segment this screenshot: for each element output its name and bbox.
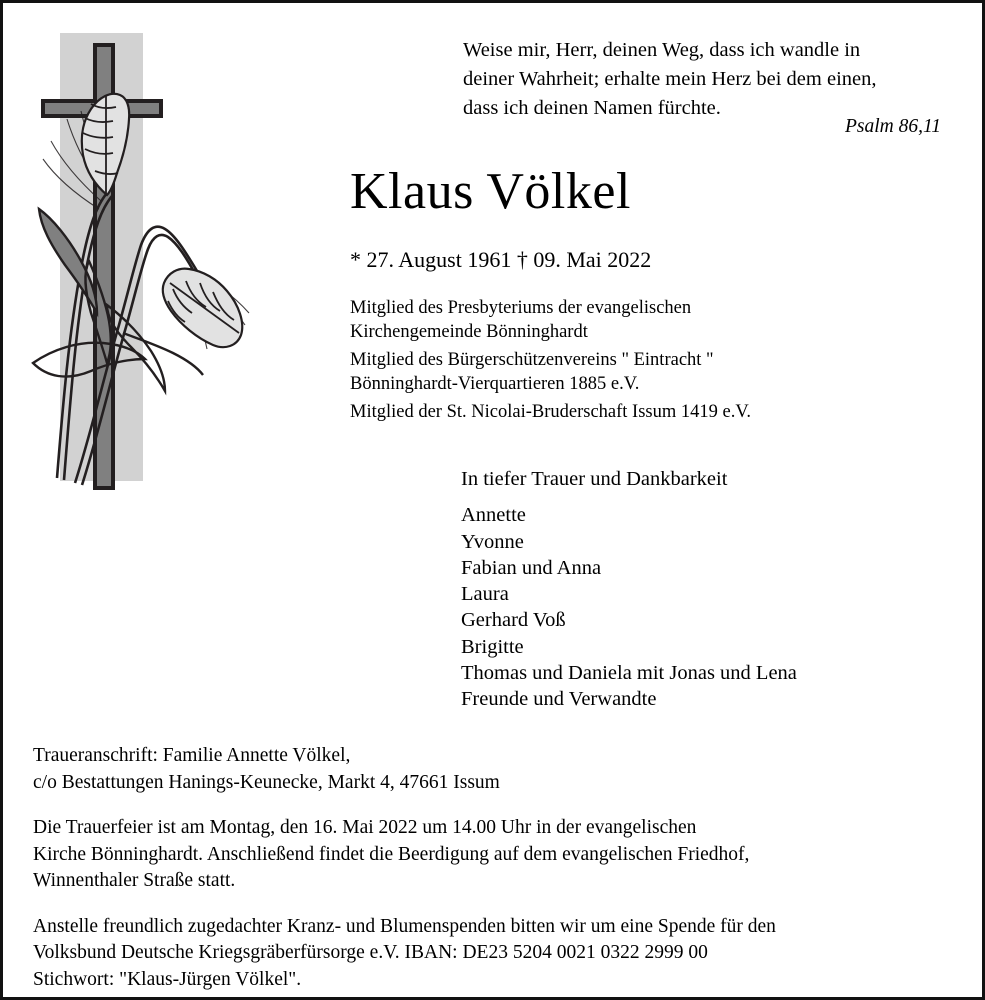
address-line: c/o Bestattungen Hanings-Keunecke, Markt 4, 47661 Issum (33, 771, 500, 793)
ceremony-line: Winnenthaler Straße statt. (33, 870, 236, 891)
cross-with-wheat-illustration (23, 33, 253, 508)
list-item: Thomas und Daniela mit Jonas und Lena (461, 662, 797, 685)
list-item: Gerhard Voß (461, 609, 566, 632)
verse-source: Psalm 86,11 (844, 116, 941, 137)
bible-verse (463, 36, 941, 123)
membership-line: Mitglied des Presbyteriums der evangelischen (350, 298, 692, 318)
mourners-heading: In tiefer Trauer und Dankbarkeit (461, 468, 728, 490)
list-item: Brigitte (461, 635, 524, 658)
ceremony-line: Kirche Bönninghardt. Anschließend findet die Beerdigung auf dem evangelischen Friedhof, (33, 843, 750, 865)
membership-item (350, 401, 890, 425)
memberships-list (350, 297, 890, 425)
membership-item (350, 349, 890, 396)
funeral-ceremony-details (33, 815, 958, 895)
list-item: Freunde und Verwandte (461, 688, 657, 711)
address-line: Traueranschrift: Familie Annette Völkel, (33, 745, 351, 766)
list-item: Annette (461, 504, 526, 527)
membership-line: Kirchengemeinde Bönninghardt (350, 321, 588, 342)
footer-section (33, 743, 958, 993)
list-item: Yvonne (461, 530, 524, 553)
deceased-dates: * 27. August 1961 † 09. Mai 2022 (350, 247, 652, 272)
list-item: Laura (461, 583, 509, 606)
deceased-name: Klaus Völkel (350, 163, 631, 220)
mourners-section (461, 466, 921, 713)
donation-line: Stichwort: "Klaus-Jürgen Völkel". (33, 968, 302, 990)
membership-item (350, 297, 890, 344)
membership-line: Mitglied der St. Nicolai-Bruderschaft Issum 1419 e.V. (350, 402, 751, 422)
donation-line: Volksbund Deutsche Kriegsgräberfürsorge e.V. IBAN: DE23 5204 0021 0322 2999 00 (33, 942, 708, 963)
donation-request (33, 914, 958, 994)
membership-line: Mitglied des Bürgerschützenvereins " Eintracht " (350, 350, 714, 370)
mourners-name-list (461, 502, 921, 712)
verse-line: deiner Wahrheit; erhalte mein Herz bei dem einen, (463, 68, 877, 90)
membership-line: Bönninghardt-Vierquartieren 1885 e.V. (350, 373, 640, 394)
verse-line: dass ich deinen Namen fürchte. (463, 97, 721, 119)
verse-line: Weise mir, Herr, deinen Weg, dass ich wandle in (463, 39, 861, 61)
mourning-address (33, 743, 958, 796)
donation-line: Anstelle freundlich zugedachter Kranz- und Blumenspenden bitten wir um eine Spende für den (33, 915, 776, 937)
wheat-ear-right (163, 269, 249, 349)
ceremony-line: Die Trauerfeier ist am Montag, den 16. Mai 2022 um 14.00 Uhr in der evangelischen (33, 817, 697, 838)
list-item: Fabian und Anna (461, 556, 602, 579)
